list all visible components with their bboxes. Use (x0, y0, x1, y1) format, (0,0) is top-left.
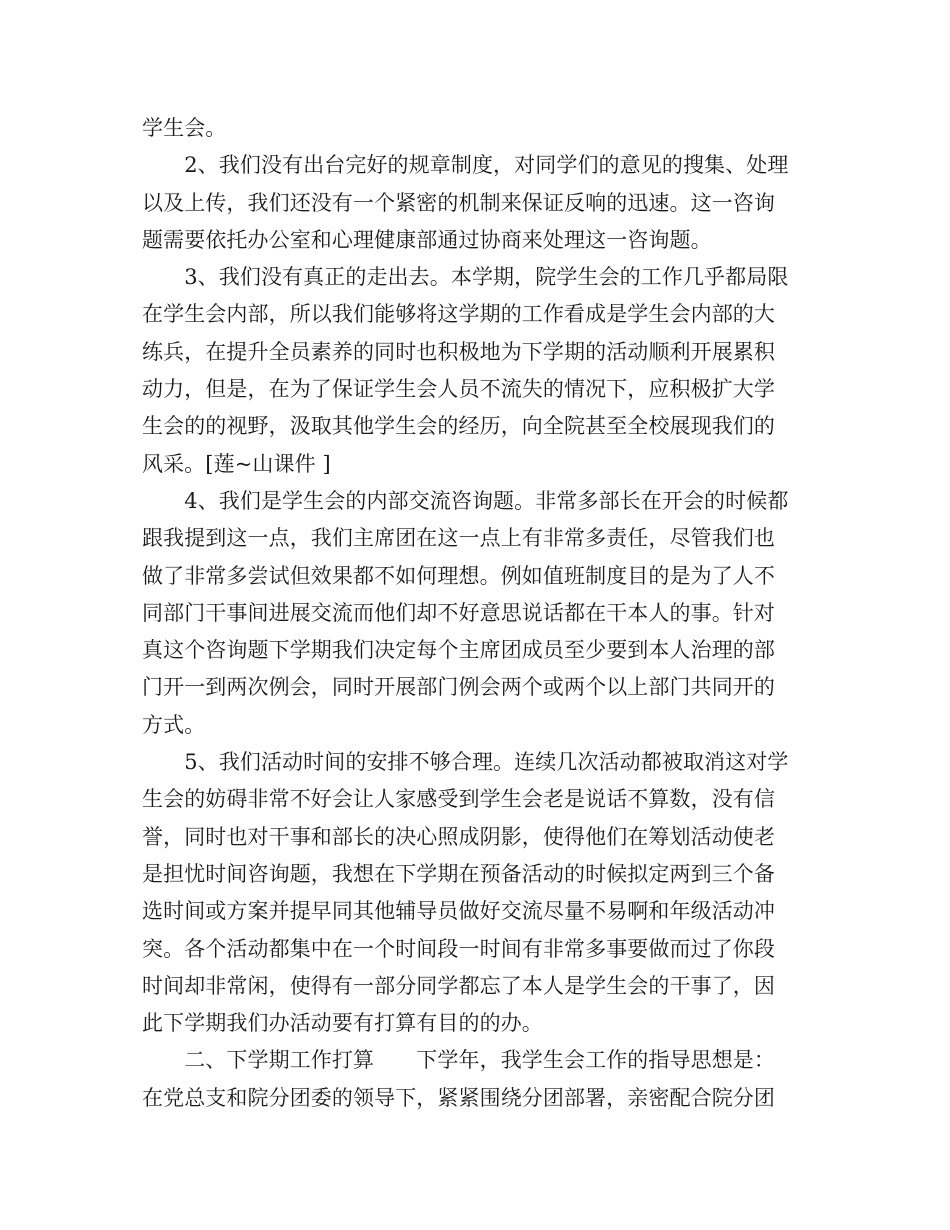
text-line: 选时间或方案并提早同其他辅导员做好交流尽量不易啊和年级活动冲 (142, 899, 775, 924)
text-line: 以及上传，我们还没有一个紧密的机制来保证反响的迅速。这一咨询 (142, 190, 775, 215)
text-line: 题需要依托办公室和心理健康部通过协商来处理这一咨询题。 (142, 227, 712, 252)
document-body (142, 110, 810, 1117)
text-line: 4、我们是学生会的内部交流咨询题。非常多部长在开会的时候都 (142, 488, 789, 513)
text-line: 此下学期我们办活动要有打算有目的的办。 (142, 1011, 543, 1036)
text-line: 突。各个活动都集中在一个时间段一时间有非常多事要做而过了你段 (142, 936, 775, 961)
text-line: 方式。 (142, 712, 206, 737)
text-line: 誉，同时也对干事和部长的决心照成阴影，使得他们在筹划活动使老 (142, 824, 775, 849)
text-line: 2、我们没有出台完好的规章制度，对同学们的意见的搜集、处理 (142, 153, 789, 178)
text-line: 动力，但是，在为了保证学生会人员不流失的情况下，应积极扩大学 (142, 377, 775, 402)
text-line: 真这个咨询题下学期我们决定每个主席团成员至少要到本人治理的部 (142, 638, 775, 663)
text-line: 是担忧时间咨询题，我想在下学期在预备活动的时候拟定两到三个备 (142, 861, 775, 886)
text-line: 跟我提到这一点，我们主席团在这一点上有非常多责任，尽管我们也 (142, 526, 775, 551)
text-line: 5、我们活动时间的安排不够合理。连续几次活动都被取消这对学 (142, 750, 789, 775)
text-line: 3、我们没有真正的走出去。本学期，院学生会的工作几乎都局限 (142, 265, 789, 290)
text-line: 风采。[莲~山课件 ] (142, 451, 331, 476)
text-line: 二、下学期工作打算 下学年，我学生会工作的指导思想是： (142, 1048, 775, 1073)
text-line: 生会的的视野，汲取其他学生会的经历，向全院甚至全校展现我们的 (142, 414, 775, 439)
text-line: 在党总支和院分团委的领导下，紧紧围绕分团部署，亲密配合院分团 (142, 1085, 775, 1110)
text-line: 练兵，在提升全员素养的同时也积极地为下学期的活动顺利开展累积 (142, 339, 775, 364)
text-line: 生会的妨碍非常不好会让人家感受到学生会老是说话不算数，没有信 (142, 787, 775, 812)
text-line: 时间却非常闲，使得有一部分同学都忘了本人是学生会的干事了，因 (142, 973, 775, 998)
text-line: 做了非常多尝试但效果都不如何理想。例如值班制度目的是为了人不 (142, 563, 775, 588)
text-line: 同部门干事间进展交流而他们却不好意思说话都在干本人的事。针对 (142, 600, 775, 625)
text-line: 门开一到两次例会，同时开展部门例会两个或两个以上部门共同开的 (142, 675, 775, 700)
text-line: 学生会。 (142, 116, 227, 140)
text-line: 在学生会内部，所以我们能够将这学期的工作看成是学生会内部的大 (142, 302, 775, 327)
